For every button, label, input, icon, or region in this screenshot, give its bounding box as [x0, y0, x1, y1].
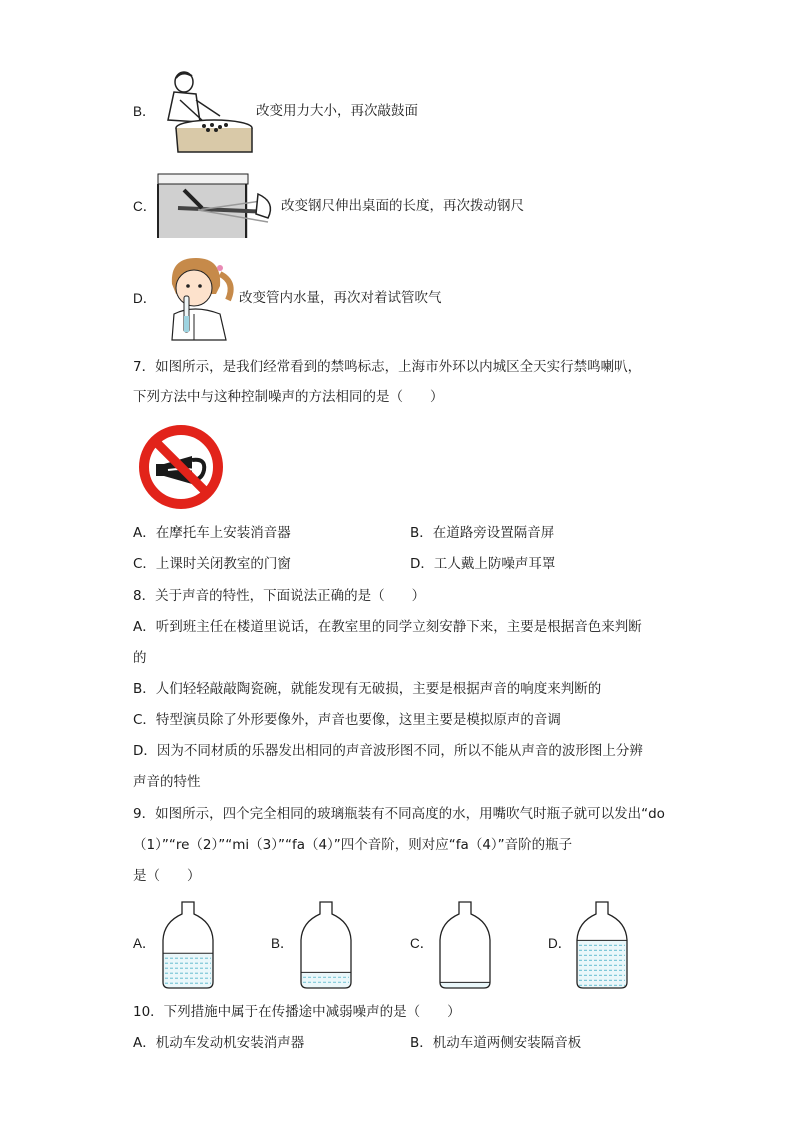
bottle-icon: [298, 900, 354, 990]
q8-option-b: B．人们轻轻敲敲陶瓷碗，就能发现有无破损，主要是根据声音的响度来判断的: [133, 681, 602, 697]
girl-blowing-test-tube-icon: [160, 254, 240, 340]
q10-stem: 10．下列措施中属于在传播途中减弱噪声的是（ ）: [133, 1004, 461, 1020]
ruler-on-table-icon: [158, 174, 282, 238]
q9-option-c-letter: C．: [410, 936, 434, 951]
q10-option-a: A．机动车发动机安装消声器: [133, 1035, 305, 1051]
option-c-text: 改变钢尺伸出桌面的长度，再次拨动钢尺: [281, 198, 524, 214]
q10-option-b: B．机动车道两侧安装隔音板: [410, 1035, 582, 1051]
q9-stem-line2: （1）”“re（2）”“mi（3）”“fa（4）”四个音阶，则对应“fa（4）”音阶的瓶子: [133, 837, 573, 853]
option-d-letter: D．: [133, 291, 157, 306]
q7-option-c: C．上课时关闭教室的门窗: [133, 556, 291, 572]
q8-option-a-line2: 的: [133, 650, 147, 666]
bottle-icon: [574, 900, 630, 990]
water-fill: [437, 982, 493, 988]
no-horn-sign-icon: [138, 424, 224, 510]
option-b-letter: B．: [133, 104, 156, 119]
bottle-icon: [160, 900, 216, 990]
q7-option-d: D．工人戴上防噪声耳罩: [410, 556, 556, 572]
q9-option-d-letter: D．: [548, 936, 572, 951]
q9-stem-line3: 是（ ）: [133, 868, 201, 884]
q8-stem: 8．关于声音的特性，下面说法正确的是（ ）: [133, 588, 426, 604]
q9-option-a-letter: A．: [133, 936, 156, 951]
q8-option-a-line1: A．听到班主任在楼道里说话，在教室里的同学立刻安静下来，主要是根据音色来判断: [133, 619, 642, 635]
q7-option-a: A．在摩托车上安装消音器: [133, 525, 291, 541]
q8-option-c: C．特型演员除了外形要像外，声音也要像，这里主要是模拟原声的音调: [133, 712, 561, 728]
q8-option-d-line2: 声音的特性: [133, 774, 201, 790]
water-fill: [298, 972, 354, 988]
q9-stem-line1: 9．如图所示，四个完全相同的玻璃瓶装有不同高度的水，用嘴吹气时瓶子就可以发出“do: [133, 806, 665, 822]
option-c-letter: C．: [133, 199, 157, 214]
drummer-icon: [160, 70, 256, 154]
q7-stem-line2: 下列方法中与这种控制噪声的方法相同的是（ ）: [133, 389, 444, 405]
q7-stem-line1: 7．如图所示，是我们经常看到的禁鸣标志，上海市外环以内城区全天实行禁鸣喇叭，: [133, 359, 642, 375]
q9-option-b-letter: B．: [271, 936, 294, 951]
option-b-text: 改变用力大小，再次敲鼓面: [256, 103, 418, 119]
option-d-text: 改变管内水量，再次对着试管吹气: [239, 290, 442, 306]
q7-option-b: B．在道路旁设置隔音屏: [410, 525, 555, 541]
bottle-icon: [437, 900, 493, 990]
q8-option-d-line1: D．因为不同材质的乐器发出相同的声音波形图不同，所以不能从声音的波形图上分辨: [133, 743, 643, 759]
